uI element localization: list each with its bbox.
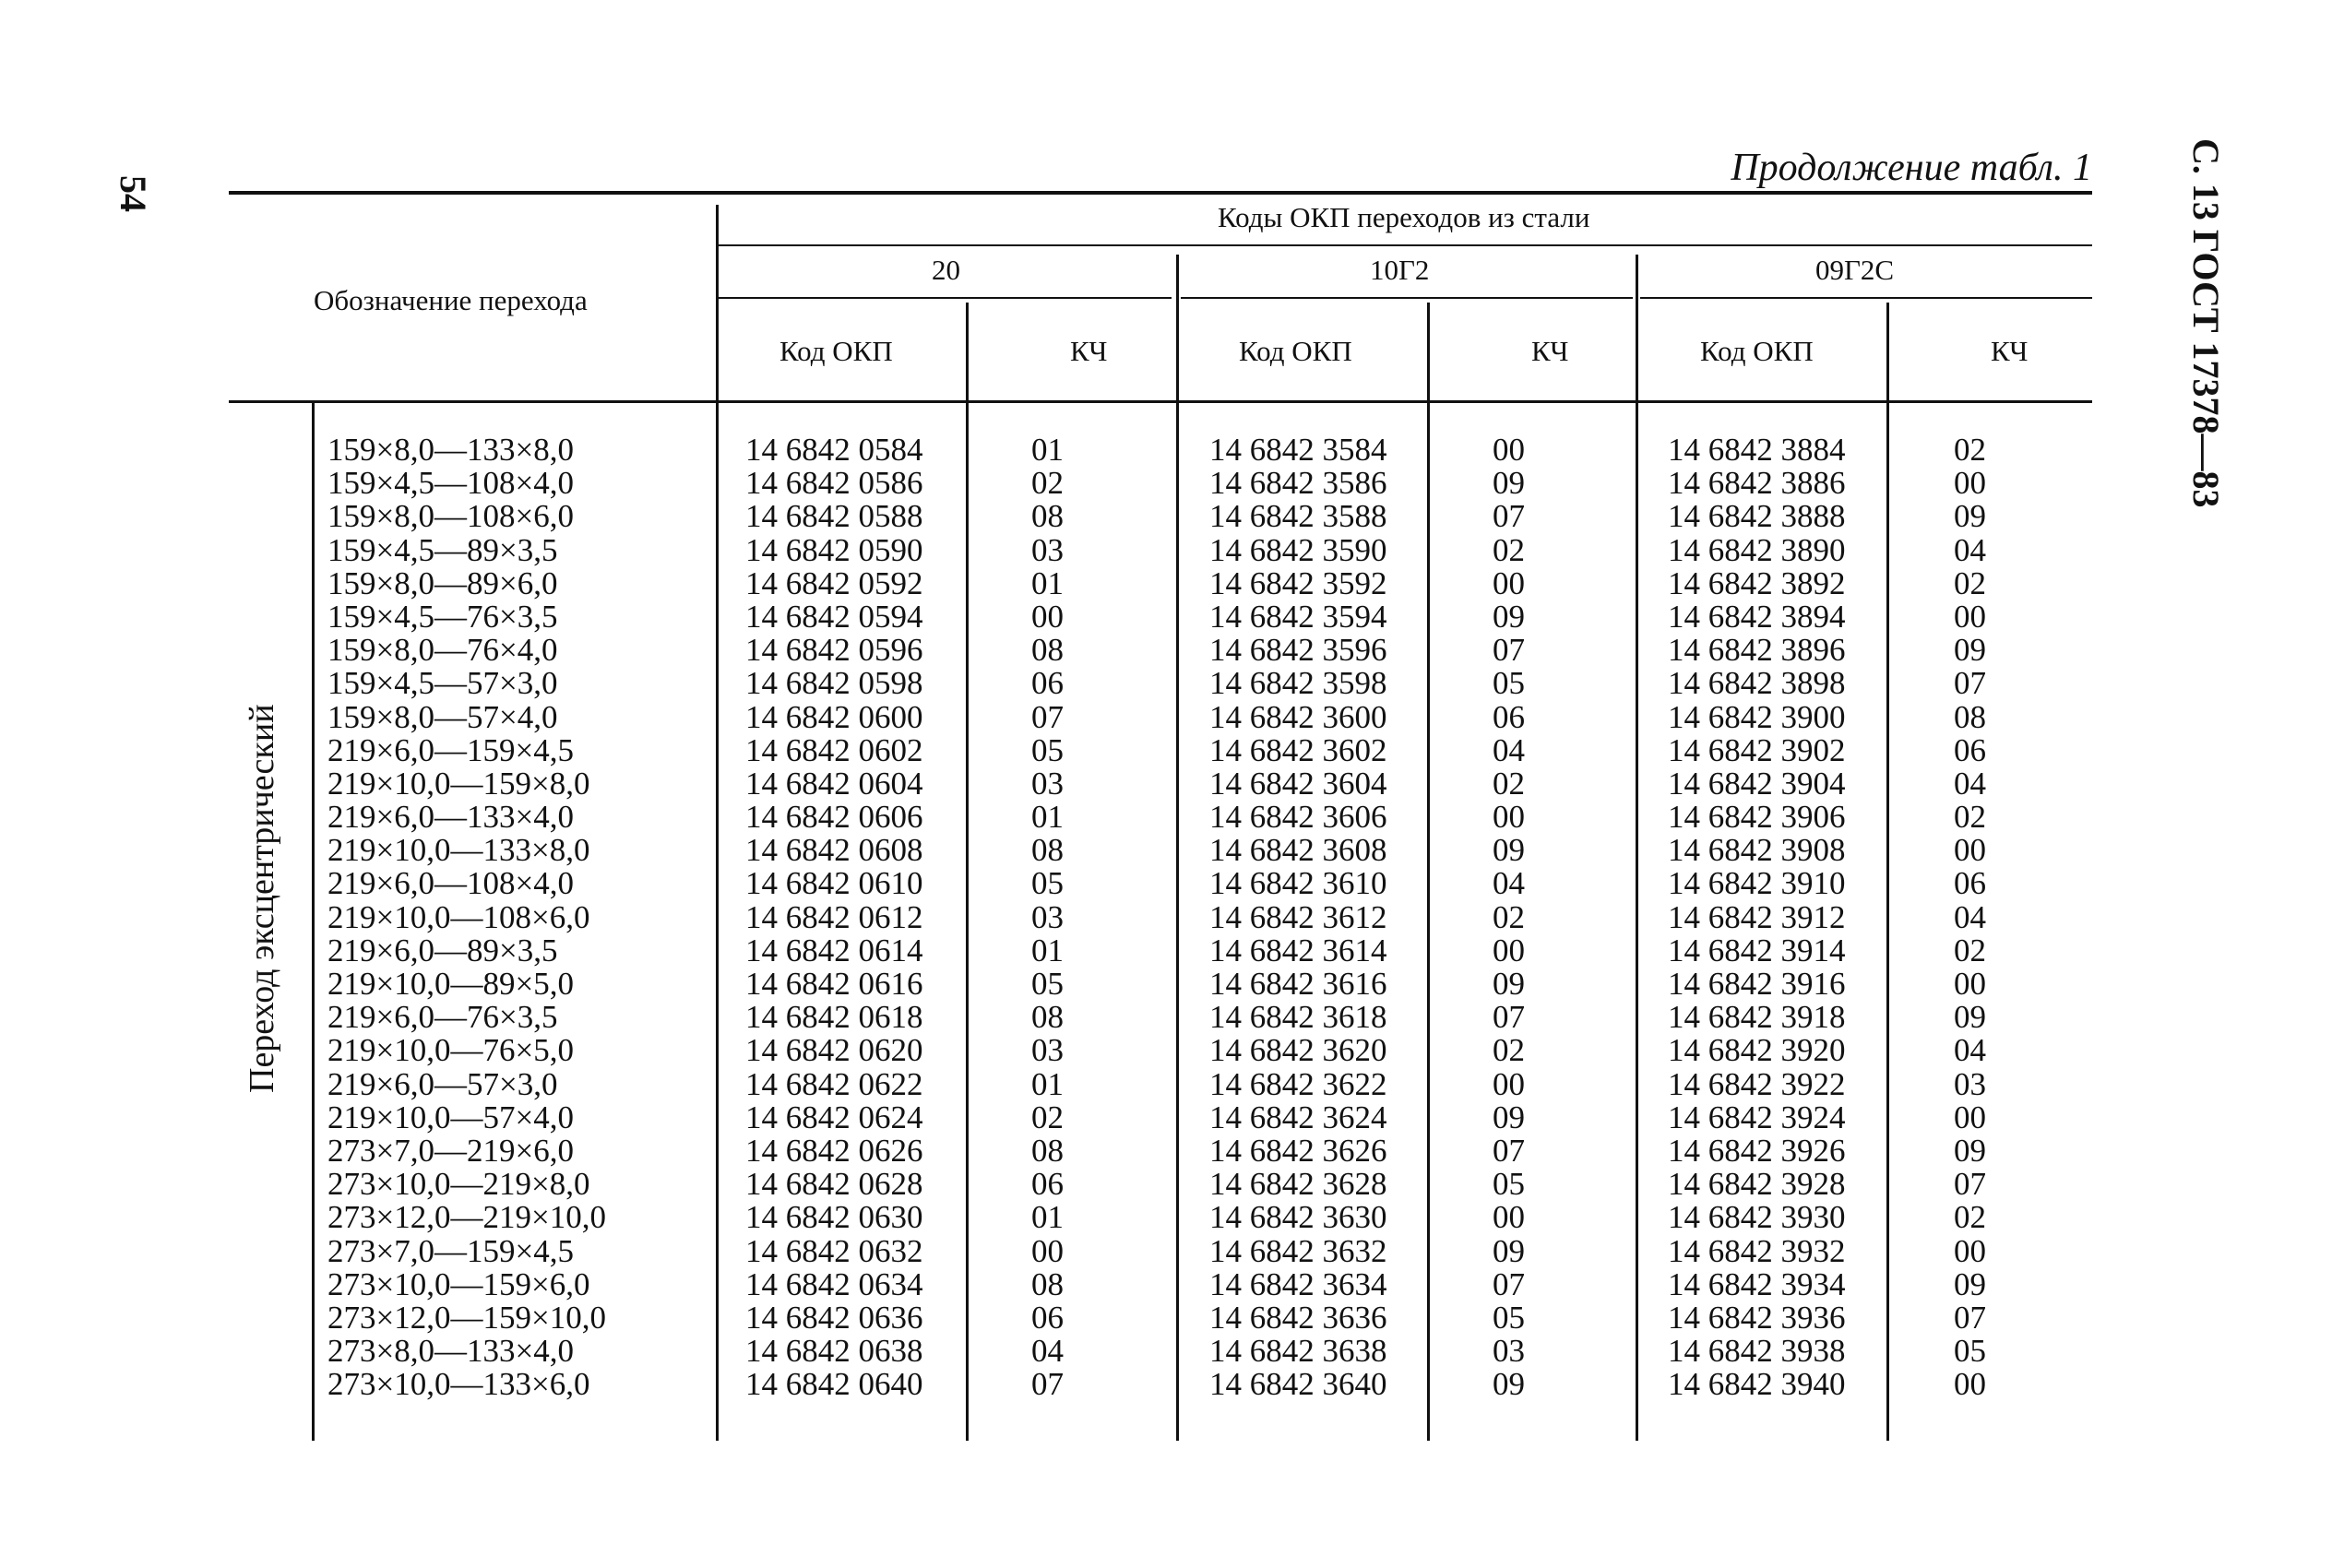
kch-10g2: 09 bbox=[1493, 1099, 1525, 1135]
okp-code-09g2s: 14 6842 3926 bbox=[1668, 1132, 1846, 1169]
okp-code-20: 14 6842 0606 bbox=[745, 799, 923, 836]
kch-20: 01 bbox=[1031, 564, 1064, 601]
okp-code-09g2s: 14 6842 3908 bbox=[1668, 832, 1846, 869]
okp-code-20: 14 6842 0584 bbox=[745, 432, 923, 468]
okp-code-09g2s: 14 6842 3940 bbox=[1668, 1366, 1846, 1403]
okp-code-10g2: 14 6842 3640 bbox=[1209, 1366, 1387, 1403]
okp-code-20: 14 6842 0628 bbox=[745, 1166, 923, 1203]
okp-code-20: 14 6842 0598 bbox=[745, 665, 923, 702]
kch-09g2s: 00 bbox=[1954, 832, 1986, 869]
transition-designation: 159×4,5—76×3,5 bbox=[327, 598, 558, 635]
transition-designation: 273×12,0—219×10,0 bbox=[327, 1199, 606, 1236]
okp-code-20: 14 6842 0612 bbox=[745, 898, 923, 935]
okp-code-09g2s: 14 6842 3902 bbox=[1668, 731, 1846, 768]
okp-code-09g2s: 14 6842 3890 bbox=[1668, 531, 1846, 568]
okp-code-20: 14 6842 0620 bbox=[745, 1032, 923, 1069]
steel-header-09g2s: 09Г2С bbox=[1815, 254, 1895, 286]
kch-10g2: 03 bbox=[1493, 1333, 1525, 1370]
okp-code-09g2s: 14 6842 3916 bbox=[1668, 966, 1846, 1002]
table-row bbox=[0, 934, 2332, 968]
okp-code-20: 14 6842 0640 bbox=[745, 1366, 923, 1403]
kch-10g2: 02 bbox=[1493, 765, 1525, 802]
kch-10g2: 05 bbox=[1493, 665, 1525, 702]
table-row bbox=[0, 500, 2332, 533]
table-row bbox=[0, 801, 2332, 834]
okp-code-20: 14 6842 0596 bbox=[745, 632, 923, 669]
kch-09g2s: 07 bbox=[1954, 1166, 1986, 1203]
okp-code-20: 14 6842 0616 bbox=[745, 966, 923, 1002]
kch-10g2: 00 bbox=[1493, 799, 1525, 836]
kch-20: 08 bbox=[1031, 999, 1064, 1036]
okp-code-09g2s: 14 6842 3924 bbox=[1668, 1099, 1846, 1135]
kch-10g2: 00 bbox=[1493, 564, 1525, 601]
kch-09g2s: 09 bbox=[1954, 999, 1986, 1036]
table-row bbox=[0, 767, 2332, 801]
kch-09g2s: 00 bbox=[1954, 1099, 1986, 1135]
transition-designation: 219×10,0—108×6,0 bbox=[327, 898, 590, 935]
table-row bbox=[0, 1368, 2332, 1401]
transition-designation: 219×10,0—89×5,0 bbox=[327, 966, 574, 1002]
kch-10g2: 04 bbox=[1493, 731, 1525, 768]
kch-20: 06 bbox=[1031, 1299, 1064, 1336]
kch-10g2: 02 bbox=[1493, 531, 1525, 568]
kch-20: 03 bbox=[1031, 765, 1064, 802]
table-row bbox=[0, 731, 2332, 768]
okp-code-10g2: 14 6842 3630 bbox=[1209, 1199, 1387, 1236]
transition-designation: 159×8,0—133×8,0 bbox=[327, 432, 574, 468]
table-row bbox=[0, 1265, 2332, 1302]
table-row bbox=[0, 1301, 2332, 1335]
okp-code-09g2s: 14 6842 3898 bbox=[1668, 665, 1846, 702]
okp-code-10g2: 14 6842 3598 bbox=[1209, 665, 1387, 702]
kch-20: 01 bbox=[1031, 799, 1064, 836]
okp-code-09g2s: 14 6842 3932 bbox=[1668, 1232, 1846, 1269]
kch-20: 01 bbox=[1031, 1199, 1064, 1236]
kch-10g2: 02 bbox=[1493, 1032, 1525, 1069]
transition-designation: 273×7,0—159×4,5 bbox=[327, 1232, 574, 1269]
table-row bbox=[0, 867, 2332, 900]
okp-code-10g2: 14 6842 3596 bbox=[1209, 632, 1387, 669]
table-row bbox=[0, 564, 2332, 601]
kch-20: 05 bbox=[1031, 731, 1064, 768]
okp-code-10g2: 14 6842 3628 bbox=[1209, 1166, 1387, 1203]
okp-code-10g2: 14 6842 3616 bbox=[1209, 966, 1387, 1002]
transition-designation: 219×6,0—133×4,0 bbox=[327, 799, 574, 836]
kch-09g2s: 09 bbox=[1954, 498, 1986, 535]
okp-code-header-20: Код ОКП bbox=[779, 335, 893, 367]
table-row bbox=[0, 1065, 2332, 1102]
transition-designation: 219×10,0—159×8,0 bbox=[327, 765, 590, 802]
kch-10g2: 09 bbox=[1493, 598, 1525, 635]
table-row bbox=[0, 634, 2332, 667]
table-row bbox=[0, 1001, 2332, 1034]
kch-20: 03 bbox=[1031, 1032, 1064, 1069]
steel-header-rule-10g2 bbox=[1181, 297, 1633, 299]
kch-10g2: 05 bbox=[1493, 1166, 1525, 1203]
kch-09g2s: 04 bbox=[1954, 1032, 1986, 1069]
kch-10g2: 00 bbox=[1493, 1065, 1525, 1102]
okp-code-09g2s: 14 6842 3928 bbox=[1668, 1166, 1846, 1203]
okp-code-20: 14 6842 0638 bbox=[745, 1333, 923, 1370]
okp-code-10g2: 14 6842 3606 bbox=[1209, 799, 1387, 836]
kch-20: 08 bbox=[1031, 1132, 1064, 1169]
kch-20: 01 bbox=[1031, 932, 1064, 968]
table-row bbox=[0, 434, 2332, 467]
table-row bbox=[0, 1201, 2332, 1234]
kch-header-09g2s: КЧ bbox=[1991, 335, 2029, 367]
kch-09g2s: 00 bbox=[1954, 598, 1986, 635]
transition-designation: 273×10,0—219×8,0 bbox=[327, 1166, 590, 1203]
table-continuation-caption: Продолжение табл. 1 bbox=[1731, 147, 2092, 189]
kch-10g2: 09 bbox=[1493, 465, 1525, 502]
kch-09g2s: 04 bbox=[1954, 765, 1986, 802]
okp-code-10g2: 14 6842 3638 bbox=[1209, 1333, 1387, 1370]
kch-09g2s: 02 bbox=[1954, 799, 1986, 836]
table-row bbox=[0, 968, 2332, 1001]
okp-code-09g2s: 14 6842 3910 bbox=[1668, 865, 1846, 902]
kch-20: 06 bbox=[1031, 665, 1064, 702]
kch-20: 01 bbox=[1031, 1065, 1064, 1102]
transition-designation: 219×6,0—89×3,5 bbox=[327, 932, 558, 968]
okp-code-09g2s: 14 6842 3894 bbox=[1668, 598, 1846, 635]
table-row bbox=[0, 667, 2332, 700]
kch-20: 00 bbox=[1031, 598, 1064, 635]
page-number: 54 bbox=[113, 175, 154, 212]
kch-09g2s: 02 bbox=[1954, 1199, 1986, 1236]
kch-09g2s: 04 bbox=[1954, 898, 1986, 935]
okp-code-09g2s: 14 6842 3884 bbox=[1668, 432, 1846, 468]
table-row bbox=[0, 1101, 2332, 1134]
okp-code-20: 14 6842 0634 bbox=[745, 1265, 923, 1302]
kch-09g2s: 00 bbox=[1954, 966, 1986, 1002]
transition-designation: 159×8,0—89×6,0 bbox=[327, 564, 558, 601]
table-row bbox=[0, 467, 2332, 500]
kch-09g2s: 02 bbox=[1954, 564, 1986, 601]
okp-code-10g2: 14 6842 3600 bbox=[1209, 698, 1387, 735]
okp-code-20: 14 6842 0608 bbox=[745, 832, 923, 869]
okp-code-10g2: 14 6842 3586 bbox=[1209, 465, 1387, 502]
transition-designation: 219×10,0—133×8,0 bbox=[327, 832, 590, 869]
okp-code-10g2: 14 6842 3602 bbox=[1209, 731, 1387, 768]
okp-code-09g2s: 14 6842 3896 bbox=[1668, 632, 1846, 669]
okp-code-10g2: 14 6842 3634 bbox=[1209, 1265, 1387, 1302]
kch-10g2: 07 bbox=[1493, 1265, 1525, 1302]
kch-header-10g2: КЧ bbox=[1531, 335, 1569, 367]
okp-code-20: 14 6842 0636 bbox=[745, 1299, 923, 1336]
kch-10g2: 02 bbox=[1493, 898, 1525, 935]
document-side-title: С. 13 ГОСТ 17378—83 bbox=[2185, 138, 2227, 508]
transition-designation: 159×8,0—57×4,0 bbox=[327, 698, 558, 735]
transition-designation: 219×6,0—159×4,5 bbox=[327, 731, 574, 768]
kch-10g2: 07 bbox=[1493, 1132, 1525, 1169]
row-group-label: Переход эксцентрический bbox=[243, 704, 281, 1093]
okp-code-09g2s: 14 6842 3900 bbox=[1668, 698, 1846, 735]
kch-09g2s: 09 bbox=[1954, 1132, 1986, 1169]
okp-code-10g2: 14 6842 3584 bbox=[1209, 432, 1387, 468]
kch-20: 08 bbox=[1031, 632, 1064, 669]
transition-designation: 273×10,0—159×6,0 bbox=[327, 1265, 590, 1302]
kch-20: 03 bbox=[1031, 531, 1064, 568]
kch-09g2s: 00 bbox=[1954, 465, 1986, 502]
okp-code-10g2: 14 6842 3626 bbox=[1209, 1132, 1387, 1169]
transition-designation: 219×10,0—76×5,0 bbox=[327, 1032, 574, 1069]
okp-code-20: 14 6842 0630 bbox=[745, 1199, 923, 1236]
kch-09g2s: 07 bbox=[1954, 1299, 1986, 1336]
steel-header-rule-20 bbox=[718, 297, 1172, 299]
okp-code-20: 14 6842 0632 bbox=[745, 1232, 923, 1269]
transition-designation: 219×10,0—57×4,0 bbox=[327, 1099, 574, 1135]
kch-10g2: 09 bbox=[1493, 966, 1525, 1002]
steel-header-10g2: 10Г2 bbox=[1370, 254, 1430, 286]
steel-header-rule-09g2s bbox=[1640, 297, 2092, 299]
kch-10g2: 04 bbox=[1493, 865, 1525, 902]
transition-designation: 159×4,5—108×4,0 bbox=[327, 465, 574, 502]
kch-09g2s: 07 bbox=[1954, 665, 1986, 702]
kch-10g2: 00 bbox=[1493, 432, 1525, 468]
okp-code-10g2: 14 6842 3590 bbox=[1209, 531, 1387, 568]
okp-code-20: 14 6842 0594 bbox=[745, 598, 923, 635]
transition-designation: 219×6,0—108×4,0 bbox=[327, 865, 574, 902]
kch-09g2s: 00 bbox=[1954, 1366, 1986, 1403]
table-row bbox=[0, 1232, 2332, 1269]
group-header-rule bbox=[718, 244, 2092, 246]
table-top-rule bbox=[229, 191, 2092, 195]
okp-code-10g2: 14 6842 3632 bbox=[1209, 1232, 1387, 1269]
kch-20: 05 bbox=[1031, 865, 1064, 902]
kch-10g2: 06 bbox=[1493, 698, 1525, 735]
table-row bbox=[0, 1134, 2332, 1168]
okp-code-20: 14 6842 0604 bbox=[745, 765, 923, 802]
okp-code-09g2s: 14 6842 3938 bbox=[1668, 1333, 1846, 1370]
okp-code-20: 14 6842 0600 bbox=[745, 698, 923, 735]
kch-09g2s: 02 bbox=[1954, 432, 1986, 468]
transition-designation: 159×8,0—76×4,0 bbox=[327, 632, 558, 669]
kch-09g2s: 00 bbox=[1954, 1232, 1986, 1269]
transition-designation: 273×7,0—219×6,0 bbox=[327, 1132, 574, 1169]
okp-code-10g2: 14 6842 3624 bbox=[1209, 1099, 1387, 1135]
kch-20: 08 bbox=[1031, 832, 1064, 869]
okp-code-10g2: 14 6842 3620 bbox=[1209, 1032, 1387, 1069]
okp-code-20: 14 6842 0622 bbox=[745, 1065, 923, 1102]
transition-designation: 159×8,0—108×6,0 bbox=[327, 498, 574, 535]
transition-designation: 159×4,5—57×3,0 bbox=[327, 665, 558, 702]
kch-20: 05 bbox=[1031, 966, 1064, 1002]
okp-code-20: 14 6842 0590 bbox=[745, 531, 923, 568]
table-row bbox=[0, 1168, 2332, 1201]
kch-20: 01 bbox=[1031, 432, 1064, 468]
kch-09g2s: 05 bbox=[1954, 1333, 1986, 1370]
okp-code-20: 14 6842 0592 bbox=[745, 564, 923, 601]
kch-20: 00 bbox=[1031, 1232, 1064, 1269]
okp-code-09g2s: 14 6842 3930 bbox=[1668, 1199, 1846, 1236]
kch-20: 03 bbox=[1031, 898, 1064, 935]
table-body bbox=[0, 434, 2332, 1401]
transition-designation: 159×4,5—89×3,5 bbox=[327, 531, 558, 568]
okp-code-20: 14 6842 0626 bbox=[745, 1132, 923, 1169]
kch-20: 04 bbox=[1031, 1333, 1064, 1370]
kch-20: 08 bbox=[1031, 498, 1064, 535]
okp-code-09g2s: 14 6842 3904 bbox=[1668, 765, 1846, 802]
kch-10g2: 09 bbox=[1493, 1232, 1525, 1269]
kch-20: 07 bbox=[1031, 1366, 1064, 1403]
okp-code-09g2s: 14 6842 3936 bbox=[1668, 1299, 1846, 1336]
kch-09g2s: 02 bbox=[1954, 932, 1986, 968]
okp-code-20: 14 6842 0588 bbox=[745, 498, 923, 535]
okp-code-10g2: 14 6842 3636 bbox=[1209, 1299, 1387, 1336]
okp-code-09g2s: 14 6842 3920 bbox=[1668, 1032, 1846, 1069]
okp-code-10g2: 14 6842 3610 bbox=[1209, 865, 1387, 902]
okp-code-10g2: 14 6842 3588 bbox=[1209, 498, 1387, 535]
kch-09g2s: 06 bbox=[1954, 865, 1986, 902]
designation-header: Обозначение перехода bbox=[314, 284, 588, 316]
okp-code-10g2: 14 6842 3618 bbox=[1209, 999, 1387, 1036]
kch-10g2: 07 bbox=[1493, 999, 1525, 1036]
transition-designation: 273×12,0—159×10,0 bbox=[327, 1299, 606, 1336]
okp-code-20: 14 6842 0586 bbox=[745, 465, 923, 502]
kch-09g2s: 04 bbox=[1954, 531, 1986, 568]
okp-code-09g2s: 14 6842 3912 bbox=[1668, 898, 1846, 935]
kch-20: 02 bbox=[1031, 465, 1064, 502]
kch-20: 08 bbox=[1031, 1265, 1064, 1302]
table-row bbox=[0, 698, 2332, 735]
okp-code-10g2: 14 6842 3592 bbox=[1209, 564, 1387, 601]
okp-code-10g2: 14 6842 3612 bbox=[1209, 898, 1387, 935]
okp-code-20: 14 6842 0602 bbox=[745, 731, 923, 768]
okp-codes-group-header: Коды ОКП переходов из стали bbox=[1218, 201, 1590, 233]
kch-10g2: 00 bbox=[1493, 1199, 1525, 1236]
okp-code-10g2: 14 6842 3594 bbox=[1209, 598, 1387, 635]
okp-code-09g2s: 14 6842 3918 bbox=[1668, 999, 1846, 1036]
kch-10g2: 09 bbox=[1493, 1366, 1525, 1403]
okp-code-09g2s: 14 6842 3892 bbox=[1668, 564, 1846, 601]
okp-code-20: 14 6842 0624 bbox=[745, 1099, 923, 1135]
okp-code-10g2: 14 6842 3608 bbox=[1209, 832, 1387, 869]
kch-10g2: 07 bbox=[1493, 632, 1525, 669]
okp-code-09g2s: 14 6842 3906 bbox=[1668, 799, 1846, 836]
okp-code-10g2: 14 6842 3622 bbox=[1209, 1065, 1387, 1102]
table-row bbox=[0, 834, 2332, 867]
kch-09g2s: 08 bbox=[1954, 698, 1986, 735]
okp-code-10g2: 14 6842 3614 bbox=[1209, 932, 1387, 968]
table-row bbox=[0, 898, 2332, 935]
okp-code-09g2s: 14 6842 3934 bbox=[1668, 1265, 1846, 1302]
transition-designation: 219×6,0—57×3,0 bbox=[327, 1065, 558, 1102]
kch-09g2s: 09 bbox=[1954, 1265, 1986, 1302]
transition-designation: 219×6,0—76×3,5 bbox=[327, 999, 558, 1036]
kch-10g2: 00 bbox=[1493, 932, 1525, 968]
okp-code-09g2s: 14 6842 3914 bbox=[1668, 932, 1846, 968]
transition-designation: 273×8,0—133×4,0 bbox=[327, 1333, 574, 1370]
okp-code-09g2s: 14 6842 3888 bbox=[1668, 498, 1846, 535]
table-header-bottom-rule bbox=[229, 400, 2092, 403]
okp-code-20: 14 6842 0618 bbox=[745, 999, 923, 1036]
kch-09g2s: 09 bbox=[1954, 632, 1986, 669]
kch-20: 07 bbox=[1031, 698, 1064, 735]
transition-designation: 273×10,0—133×6,0 bbox=[327, 1366, 590, 1403]
table-row bbox=[0, 1335, 2332, 1368]
okp-code-header-10g2: Код ОКП bbox=[1239, 335, 1352, 367]
okp-code-09g2s: 14 6842 3886 bbox=[1668, 465, 1846, 502]
kch-09g2s: 06 bbox=[1954, 731, 1986, 768]
table-row bbox=[0, 531, 2332, 568]
table-row bbox=[0, 600, 2332, 634]
kch-10g2: 09 bbox=[1493, 832, 1525, 869]
okp-code-09g2s: 14 6842 3922 bbox=[1668, 1065, 1846, 1102]
kch-20: 06 bbox=[1031, 1166, 1064, 1203]
kch-10g2: 05 bbox=[1493, 1299, 1525, 1336]
kch-20: 02 bbox=[1031, 1099, 1064, 1135]
kch-header-20: КЧ bbox=[1070, 335, 1108, 367]
kch-10g2: 07 bbox=[1493, 498, 1525, 535]
okp-code-header-09g2s: Код ОКП bbox=[1700, 335, 1814, 367]
okp-code-10g2: 14 6842 3604 bbox=[1209, 765, 1387, 802]
okp-code-20: 14 6842 0610 bbox=[745, 865, 923, 902]
steel-header-20: 20 bbox=[932, 254, 960, 286]
okp-code-20: 14 6842 0614 bbox=[745, 932, 923, 968]
table-row bbox=[0, 1034, 2332, 1067]
kch-09g2s: 03 bbox=[1954, 1065, 1986, 1102]
